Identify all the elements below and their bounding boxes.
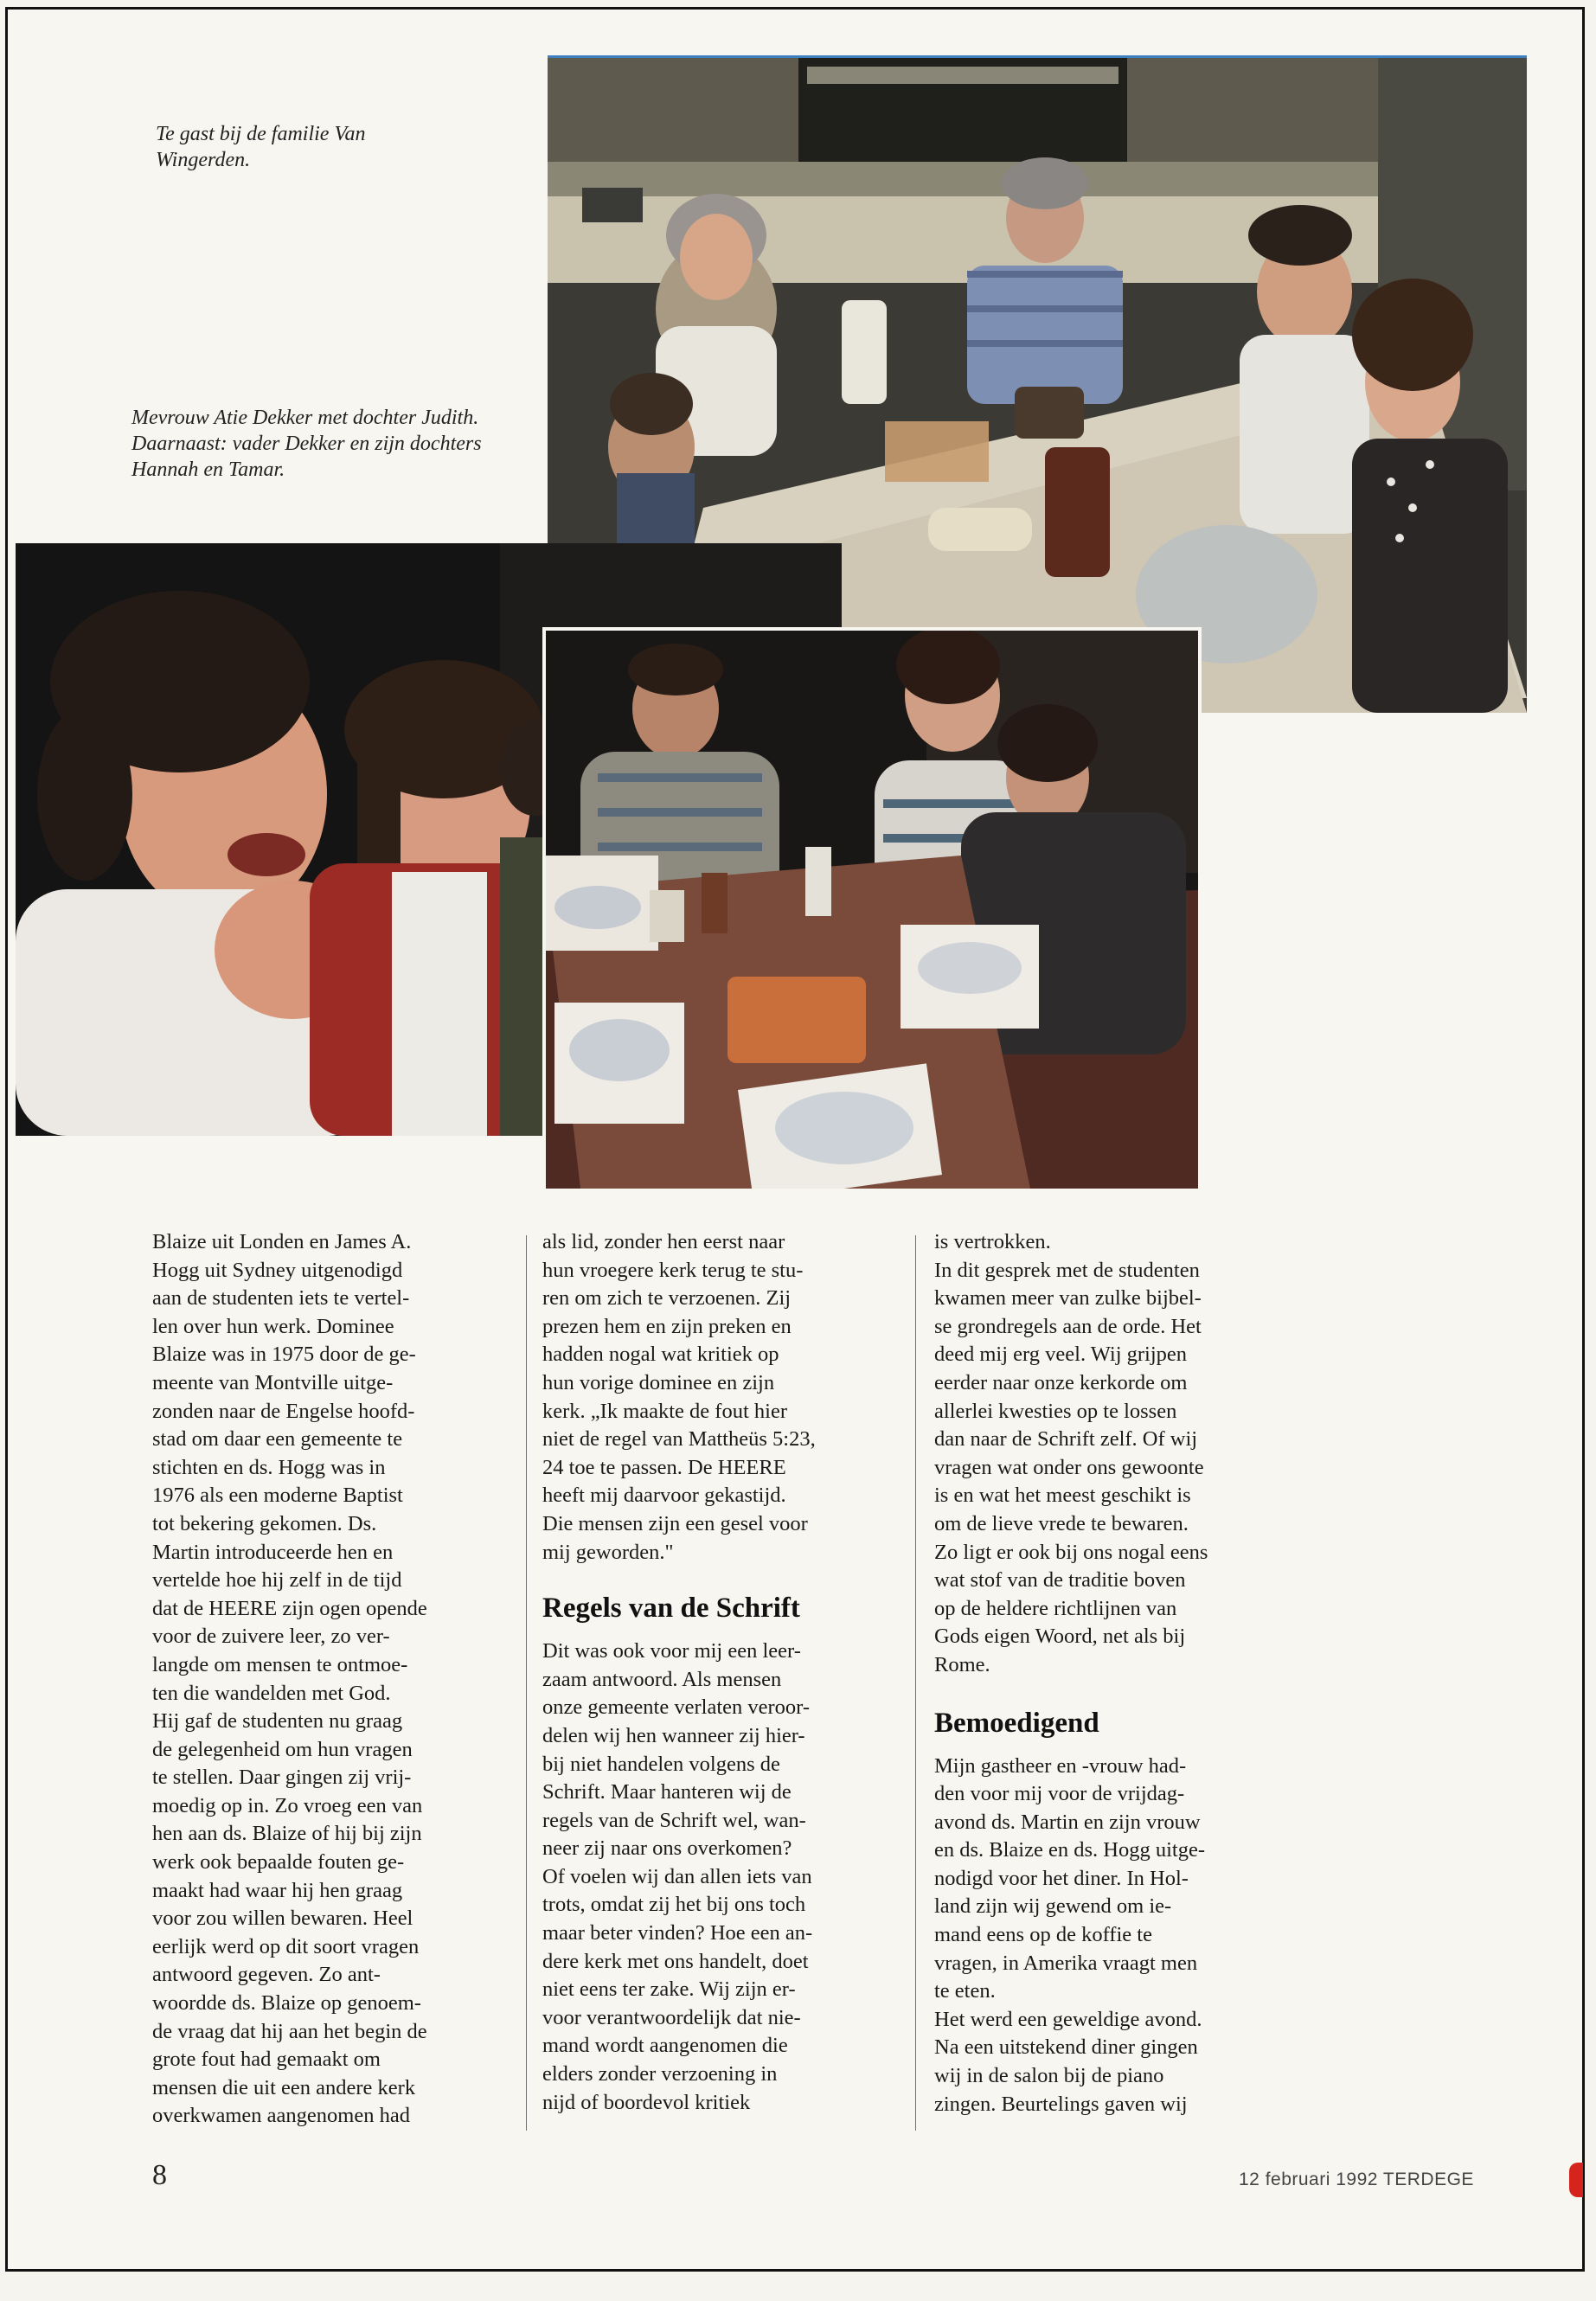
dinner-table-photo (542, 627, 1202, 1192)
body-paragraph: is vertrokken. In dit gesprek met de studenten kwamen meer van zulke bijbel- se grondregels aan de orde. Het deed mij erg veel. Wij grijpen eerder naar onze kerkorde om allerlei kwesties op te lossen dan naar de Schrift zelf. Of wij vragen wat onder ons gewoonte is en wat het meest geschikt is om de lieve vrede te bewaren. Zo ligt er ook bij ons nogal eens wat stof van de traditie boven op de heldere richtlijnen van Gods eigen Woord, net als bij Rome. (934, 1230, 1208, 1676)
issue-date: 12 februari 1992 TERDEGE (1239, 2170, 1474, 2189)
section-heading-bemoedigend: Bemoedigend (934, 1707, 1099, 1739)
page-edge-marker (1569, 2163, 1583, 2197)
page-number: 8 (152, 2159, 167, 2191)
text-column-2 (542, 1228, 895, 2117)
text-column-3 (934, 1228, 1298, 2118)
text-column-1 (152, 1228, 516, 2131)
body-paragraph: Dit was ook voor mij een leer- zaam antwoord. Als mensen onze gemeente verlaten veroor- delen wij hen wanneer zij hier- bij niet handelen volgens de Schrift. Maar hanteren wij de regels van de Schrift wel, wan- neer zij naar ons overkomen? Of voelen wij dan allen iets van trots, omdat zij het bij ons toch maar beter vinden? Hoe een an- dere kerk met ons handelt, doet niet eens ter zake. Wij zijn er- voor verantwoordelijk dat nie- mand wordt aangenomen die elders zonder verzoening in nijd of boordevol kritiek (542, 1639, 813, 2114)
section-heading-regels: Regels van de Schrift (542, 1593, 800, 1625)
column-divider (915, 1235, 916, 2131)
caption-van-wingerden: Te gast bij de familie Van Wingerden. (156, 123, 366, 171)
body-paragraph: Mijn gastheer en -vrouw had- den voor mij voor de vrijdag- avond ds. Martin en zijn vrouw en ds. Blaize en ds. Hogg uitge- nodigd voor het diner. In Hol- land zijn wij gewend om ie- mand eens op de koffie te vragen, in Amerika vraagt men te eten. Het werd een geweldige avond. Na een uitstekend diner gingen wij in de salon bij de piano zingen. Beurtelings gaven wij (934, 1753, 1205, 2116)
caption-dekker: Mevrouw Atie Dekker met dochter Judith. Daarnaast: vader Dekker en zijn dochters Hannah en Tamar. (131, 407, 482, 481)
column-divider (526, 1235, 527, 2131)
body-paragraph: Blaize uit Londen en James A. Hogg uit Sydney uitgenodigd aan de studenten iets te vertel- len over hun werk. Dominee Blaize was in 1975 door de ge- meente van Montville uitge- zonden naar de Engelse hoofd- stad om daar een gemeente te stichten en ds. Hogg was in 1976 als een moderne Baptist tot bekering gekomen. Ds. Martin introduceerde hen en vertelde hoe hij zelf in de tijd dat de HEERE zijn ogen opende voor de zuivere leer, zo ver- langde om mensen te ontmoe- ten die wandelden met God. Hij gaf de studenten nu graag de gelegenheid om hun vragen te stellen. Daar gingen zij vrij- moedig op in. Zo vroeg een van hen aan ds. Blaize of hij bij zijn werk ook bepaalde fouten ge- maakt had waar hij hen graag voor zou willen bewaren. Heel eerlijk werd op dit soort vragen antwoord gegeven. Zo ant- woordde ds. Blaize op genoem- de vraag dat hij aan het begin de grote fout had gemaakt om mensen die uit een andere kerk overkwamen aangenomen had (152, 1230, 427, 2128)
body-paragraph: als lid, zonder hen eerst naar hun vroegere kerk terug te stu- ren om zich te verzoenen. Zij prezen hem en zijn preken en hadden nogal wat kritiek op hun vorige dominee en zijn kerk. „Ik maakte de fout hier niet de regel van Mattheüs 5:23, 24 toe te passen. De HEERE heeft mij daarvoor gekastijd. Die mensen zijn een gesel voor mij geworden." (542, 1230, 816, 1564)
